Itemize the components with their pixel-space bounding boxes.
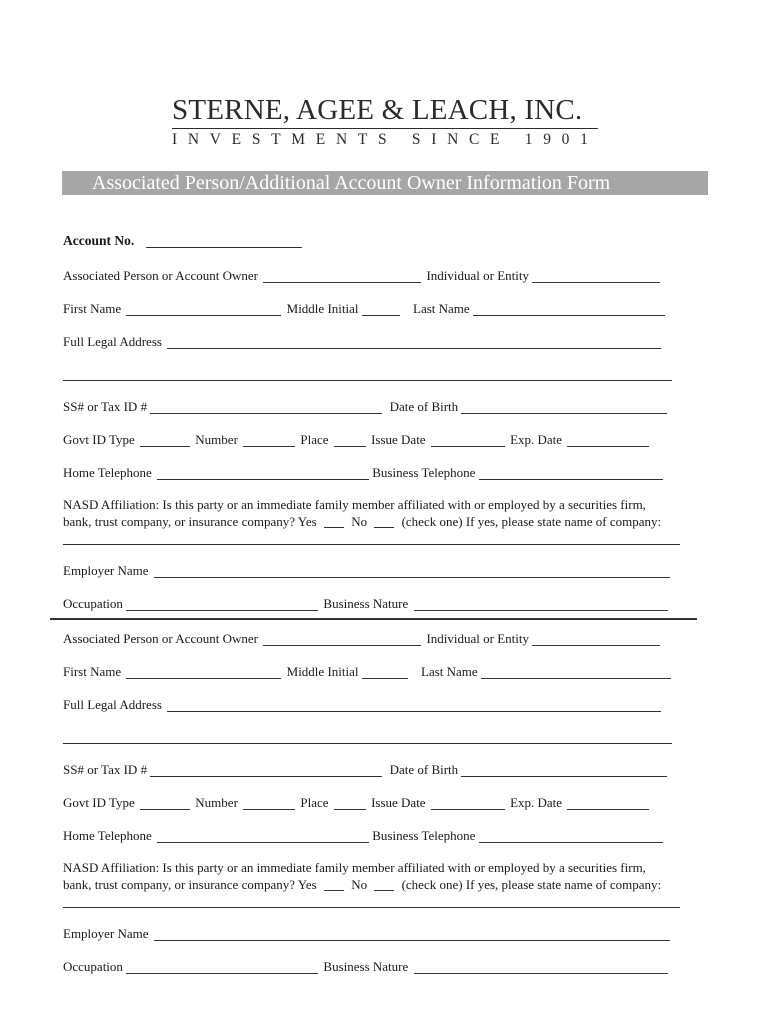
s2-address-field[interactable] (167, 698, 661, 712)
s2-business-nature-label: Business Nature (323, 959, 409, 974)
s1-nasd-no-label: No (351, 514, 368, 529)
s1-name-row (63, 300, 667, 318)
s1-last-name-label: Last Name (413, 301, 470, 316)
s1-address-row (63, 333, 663, 351)
s1-exp-date-field[interactable] (567, 433, 649, 447)
s1-number-label: Number (195, 432, 238, 447)
s1-place-field[interactable] (334, 433, 366, 447)
s1-entity-label: Individual or Entity (426, 268, 530, 283)
s1-ssn-row (63, 398, 669, 416)
s1-ssn-field[interactable] (150, 400, 382, 414)
s1-last-name-field[interactable] (473, 302, 665, 316)
s1-govtid-row (63, 431, 651, 449)
s2-number-field[interactable] (243, 796, 295, 810)
s1-address-label: Full Legal Address (63, 334, 162, 349)
s1-place-label: Place (300, 432, 329, 447)
s2-employer-row (63, 925, 672, 943)
s1-person-row (63, 267, 662, 285)
company-tagline: INVESTMENTS SINCE 1901 (172, 131, 599, 148)
s1-business-nature-field[interactable] (414, 597, 668, 611)
s1-employer-row (63, 562, 672, 580)
s2-phone-row (63, 827, 665, 845)
s1-dob-label: Date of Birth (389, 399, 459, 414)
s1-nasd-question: NASD Affiliation: Is this party or an immediate family member affiliated with or employed by a securities firm, (63, 497, 646, 512)
s1-nasd-choice-row (63, 513, 661, 530)
s2-dob-field[interactable] (461, 763, 667, 777)
section-divider (50, 618, 697, 620)
account-number-row (63, 232, 304, 250)
s1-person-label: Associated Person or Account Owner (63, 268, 258, 283)
s2-entity-label: Individual or Entity (426, 631, 530, 646)
s2-first-name-label: First Name (63, 664, 122, 679)
s2-occupation-field[interactable] (126, 960, 318, 974)
s2-middle-initial-field[interactable] (362, 665, 408, 679)
s1-entity-field[interactable] (532, 269, 660, 283)
s2-nasd-choice-row (63, 876, 661, 893)
s2-employer-field[interactable] (154, 927, 670, 941)
s2-first-name-field[interactable] (126, 665, 281, 679)
s2-occupation-label: Occupation (63, 959, 123, 974)
s1-address-line2-field[interactable] (63, 380, 672, 381)
company-name: STERNE, AGEE & LEACH, INC. (172, 94, 583, 126)
s1-dob-field[interactable] (461, 400, 667, 414)
s2-govt-id-field[interactable] (140, 796, 190, 810)
s2-nasd-no-box[interactable] (374, 879, 394, 891)
s2-issue-date-label: Issue Date (371, 795, 426, 810)
s1-employer-field[interactable] (154, 564, 670, 578)
s2-exp-date-label: Exp. Date (510, 795, 563, 810)
s1-home-phone-label: Home Telephone (63, 465, 152, 480)
s1-number-field[interactable] (243, 433, 295, 447)
form-title: Associated Person/Additional Account Owner Information Form (92, 172, 611, 194)
s1-person-field[interactable] (263, 269, 421, 283)
s1-business-nature-label: Business Nature (323, 596, 409, 611)
logo-divider (172, 128, 598, 129)
s1-nasd-company-field[interactable] (63, 544, 680, 545)
s1-exp-date-label: Exp. Date (510, 432, 563, 447)
s2-place-label: Place (300, 795, 329, 810)
s1-ssn-label: SS# or Tax ID # (63, 399, 148, 414)
s2-business-nature-field[interactable] (414, 960, 668, 974)
s1-phone-row (63, 464, 665, 482)
s2-person-field[interactable] (263, 632, 421, 646)
s2-nasd-yes-box[interactable] (324, 879, 344, 891)
s2-exp-date-field[interactable] (567, 796, 649, 810)
s2-ssn-row (63, 761, 669, 779)
s2-nasd-company-field[interactable] (63, 907, 680, 908)
s2-nasd-yes-label: bank, trust company, or insurance company? Yes (63, 877, 317, 892)
s2-address-label: Full Legal Address (63, 697, 162, 712)
s2-nasd-instruction: (check one) If yes, please state name of company: (401, 877, 662, 892)
s2-ssn-label: SS# or Tax ID # (63, 762, 148, 777)
s1-nasd-yes-label: bank, trust company, or insurance company? Yes (63, 514, 317, 529)
s1-govt-id-field[interactable] (140, 433, 190, 447)
s2-business-phone-label: Business Telephone (372, 828, 476, 843)
s2-home-phone-label: Home Telephone (63, 828, 152, 843)
s2-govt-id-label: Govt ID Type (63, 795, 135, 810)
s1-govt-id-label: Govt ID Type (63, 432, 135, 447)
s2-nasd-no-label: No (351, 877, 368, 892)
s2-ssn-field[interactable] (150, 763, 382, 777)
s2-middle-initial-label: Middle Initial (286, 664, 359, 679)
form-title-banner (62, 171, 708, 195)
s1-middle-initial-field[interactable] (362, 302, 400, 316)
s2-last-name-field[interactable] (481, 665, 671, 679)
s1-nasd-instruction: (check one) If yes, please state name of company: (401, 514, 662, 529)
s2-business-phone-field[interactable] (479, 829, 663, 843)
s2-address-row (63, 696, 663, 714)
s1-business-phone-field[interactable] (479, 466, 663, 480)
s1-nasd-no-box[interactable] (374, 516, 394, 528)
s2-dob-label: Date of Birth (389, 762, 459, 777)
s1-nasd-text (63, 496, 661, 530)
s2-address-line2-field[interactable] (63, 743, 672, 744)
s2-number-label: Number (195, 795, 238, 810)
account-number-field[interactable] (146, 234, 302, 248)
s2-place-field[interactable] (334, 796, 366, 810)
s2-name-row (63, 663, 673, 681)
s1-occupation-label: Occupation (63, 596, 123, 611)
s2-entity-field[interactable] (532, 632, 660, 646)
s1-issue-date-field[interactable] (431, 433, 505, 447)
s2-home-phone-field[interactable] (157, 829, 369, 843)
s2-person-row (63, 630, 662, 648)
s2-employer-label: Employer Name (63, 926, 149, 941)
s2-govtid-row (63, 794, 651, 812)
s1-issue-date-label: Issue Date (371, 432, 426, 447)
s1-first-name-field[interactable] (126, 302, 281, 316)
s1-home-phone-field[interactable] (157, 466, 369, 480)
s2-occupation-row (63, 958, 670, 976)
s2-person-label: Associated Person or Account Owner (63, 631, 258, 646)
s1-nasd-yes-box[interactable] (324, 516, 344, 528)
s1-address-field[interactable] (167, 335, 661, 349)
s1-employer-label: Employer Name (63, 563, 149, 578)
account-number-label: Account No. (63, 233, 135, 248)
s1-first-name-label: First Name (63, 301, 122, 316)
s1-occupation-field[interactable] (126, 597, 318, 611)
s1-business-phone-label: Business Telephone (372, 465, 476, 480)
s2-nasd-question: NASD Affiliation: Is this party or an immediate family member affiliated with or employed by a securities firm, (63, 860, 646, 875)
s1-occupation-row (63, 595, 670, 613)
s2-issue-date-field[interactable] (431, 796, 505, 810)
s2-nasd-text (63, 859, 661, 893)
s1-middle-initial-label: Middle Initial (286, 301, 359, 316)
s2-last-name-label: Last Name (421, 664, 478, 679)
